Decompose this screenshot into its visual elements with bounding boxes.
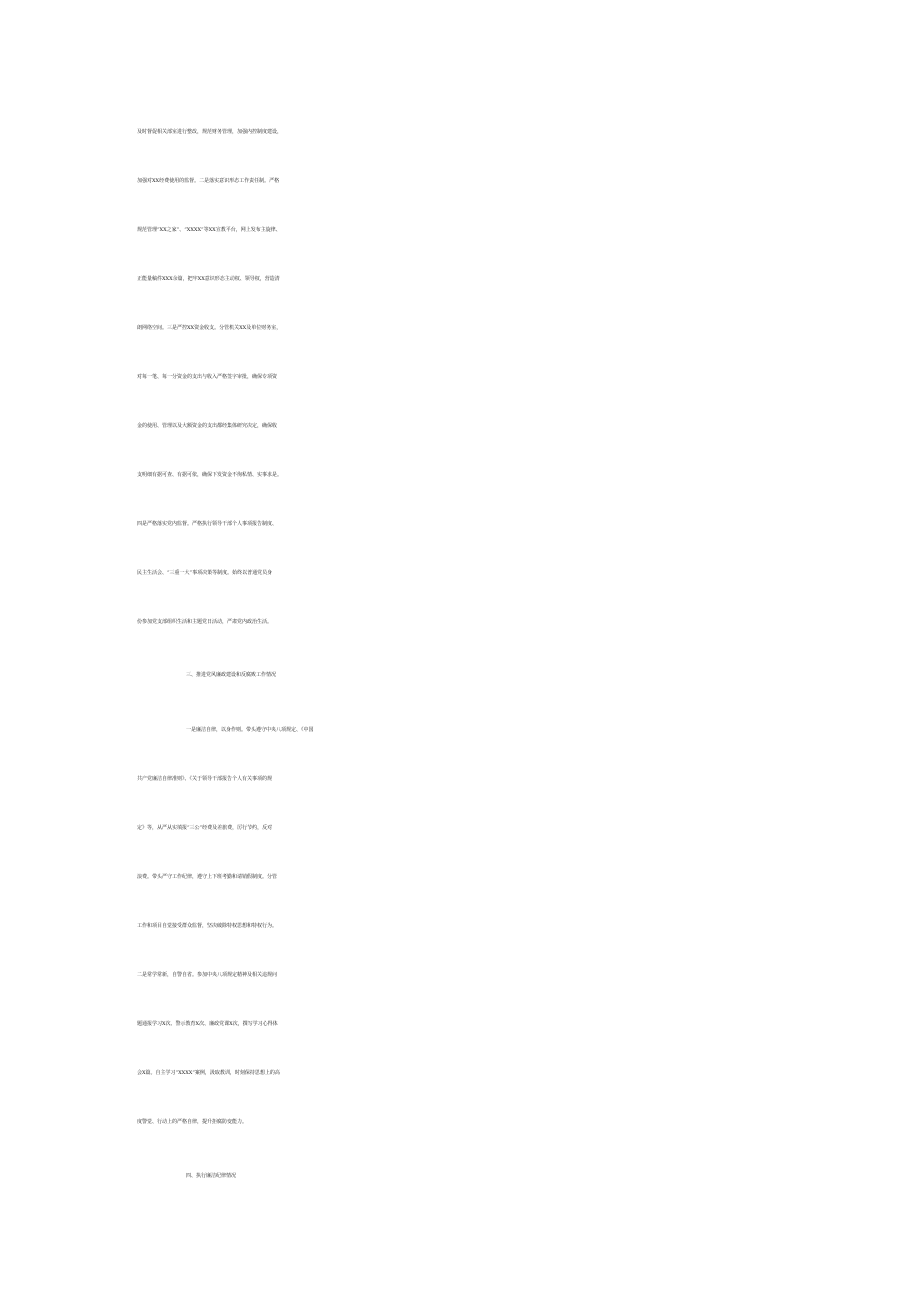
paragraph-line-17: 二是常学常新，自警自省。参加中央八项规定精神及相关违规问: [137, 972, 278, 978]
paragraph-line-18: 题通报学习X次、警示教育X次、廉政党课X次，撰写学习心得体: [137, 1021, 278, 1027]
paragraph-line-3: 规范管理“XX之家”、“XXXX”等XX宣教平台，网上发布主旋律、: [137, 227, 281, 233]
paragraph-line-7: 金的使用、管理以及大额资金的支出都经集体研究决定，确保收: [137, 423, 278, 429]
paragraph-line-10: 民主生活会、“三重一大”事项决策等制度。始终以普通党员身: [137, 570, 273, 576]
paragraph-line-19: 会X篇。自主学习“XXXX”案例，汲取教训，时刻保持思想上的高: [137, 1070, 280, 1076]
paragraph-line-1: 及时督促相关部室进行整改，规范财务管理，加强内控制度建设，: [137, 129, 283, 135]
paragraph-line-5: 朗网络空间。三是严控XX资金收支。分管机关XX及单位财务室，: [137, 325, 282, 331]
paragraph-line-11: 份参加党支部组织生活和主题党日活动，严肃党内政治生活。: [137, 619, 273, 625]
paragraph-line-8: 支明细有据可查、有据可依，确保下发资金不徇私情、实事求是。: [137, 472, 283, 478]
section-heading-3: 三、推进党风廉政建设和反腐败工作情况: [186, 672, 277, 678]
paragraph-line-9: 四是严格落实党内监督。严格执行领导干部个人事项报告制度、: [137, 521, 278, 527]
paragraph-line-4: 正能量稿件XXX余篇，把牢XX意识形态主动权、领导权，营造清: [137, 276, 280, 282]
paragraph-line-14: 定》等，从严从实填报“三公”经费及差旅费，厉行节约，反对: [137, 825, 273, 831]
paragraph-line-2: 加强对XX经费使用的监督。二是落实意识形态工作责任制。严格: [137, 178, 280, 184]
paragraph-line-12: 一是廉洁自律，以身作则。带头遵守中央八项规定、《中国: [186, 727, 314, 733]
section-heading-4: 四、执行廉洁纪律情况: [186, 1173, 237, 1179]
paragraph-line-13: 共产党廉洁自律准则》、《关于领导干部报告个人有关事项的规: [137, 776, 273, 782]
paragraph-line-6: 对每一笔、每一分资金的支出与收入严格签字审批，确保专项资: [137, 374, 278, 380]
paragraph-line-16: 工作和项目自觉接受群众监督，坚决破除特权思想和特权行为。: [137, 923, 278, 929]
paragraph-line-20: 度警觉、行动上的严格自律，提升拒腐防变能力。: [137, 1119, 248, 1125]
paragraph-line-15: 浪费。带头严守工作纪律，遵守上下班考勤和请销假制度。分管: [137, 874, 278, 880]
